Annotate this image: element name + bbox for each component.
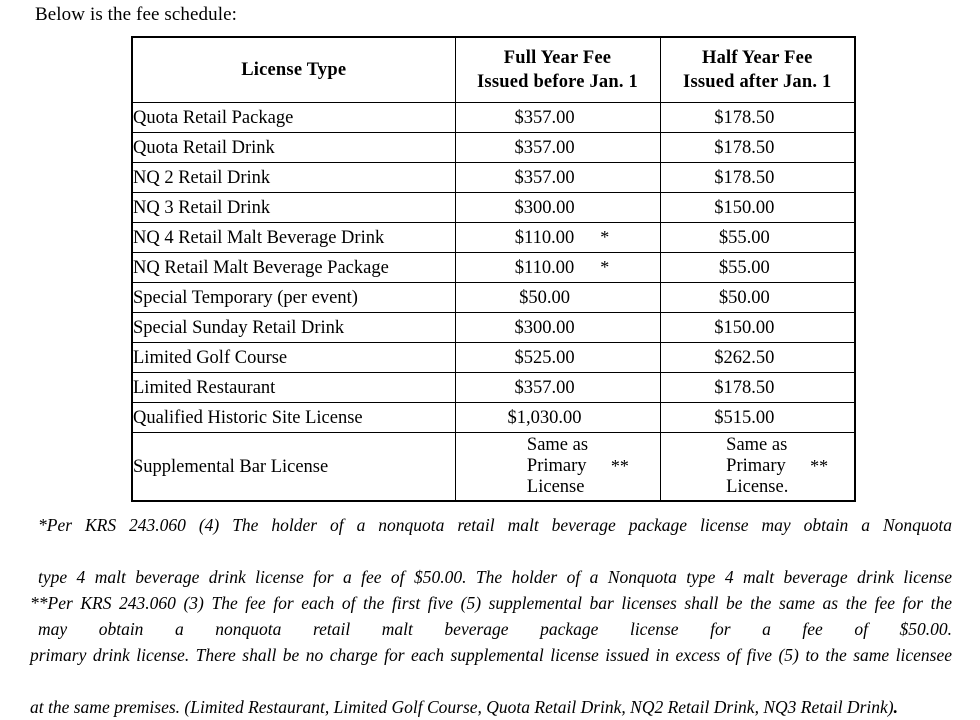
table-row bbox=[132, 193, 855, 223]
half-year-fee-amount: $50.00 bbox=[718, 287, 770, 308]
cell-license-type: Special Temporary (per event) bbox=[132, 283, 455, 313]
cell-license-type: Special Sunday Retail Drink bbox=[132, 313, 455, 343]
cell-half-year-fee bbox=[660, 313, 855, 343]
fee-schedule-table bbox=[131, 36, 856, 502]
cell-half-year-fee bbox=[660, 373, 855, 403]
footnote-2-line-3-tail: . bbox=[893, 697, 898, 717]
cell-full-year-fee bbox=[455, 283, 660, 313]
footnote-2-line-3: at the same premises. (Limited Restaurant, Limited Golf Course, Quota Retail Drink, NQ2 Retail Drink, NQ3 Retail Drink) bbox=[30, 697, 894, 717]
full-year-fee-footnote-marker: * bbox=[600, 227, 610, 247]
full-year-fee-amount: $1,030.00 bbox=[507, 407, 582, 428]
cell-half-year-fee bbox=[660, 223, 855, 253]
half-year-fee-line-2: Primary bbox=[726, 456, 786, 476]
cell-license-type: Qualified Historic Site License bbox=[132, 403, 455, 433]
cell-full-year-fee bbox=[455, 103, 660, 133]
cell-half-year-fee bbox=[660, 433, 855, 502]
full-year-fee-amount: $110.00 bbox=[514, 258, 575, 278]
full-year-fee-amount: $110.00 bbox=[514, 228, 575, 248]
footnote-1-line-1: *Per KRS 243.060 (4) The holder of a nonquota retail malt beverage package license may obtain a Nonquota bbox=[38, 515, 952, 535]
full-year-fee-amount: $357.00 bbox=[514, 107, 575, 128]
cell-license-type: NQ 2 Retail Drink bbox=[132, 163, 455, 193]
full-year-fee-footnote-marker: * bbox=[600, 257, 610, 277]
cell-half-year-fee bbox=[660, 253, 855, 283]
cell-license-type: NQ Retail Malt Beverage Package bbox=[132, 253, 455, 283]
table-row bbox=[132, 343, 855, 373]
footnote-1-line-3: may obtain a nonquota retail malt beverage package license for a fee of $50.00. bbox=[38, 619, 952, 639]
cell-half-year-fee bbox=[660, 343, 855, 373]
cell-license-type: Supplemental Bar License bbox=[132, 433, 455, 502]
full-year-fee-amount: $357.00 bbox=[514, 167, 575, 188]
table-body bbox=[132, 103, 855, 502]
table-row bbox=[132, 403, 855, 433]
table-row bbox=[132, 103, 855, 133]
cell-full-year-fee bbox=[455, 403, 660, 433]
column-header-full-year-fee-label: Full Year Fee bbox=[503, 48, 612, 68]
cell-full-year-fee bbox=[455, 373, 660, 403]
intro-text: Below is the fee schedule: bbox=[35, 4, 238, 25]
cell-full-year-fee bbox=[455, 223, 660, 253]
column-header-full-year-fee bbox=[455, 37, 660, 103]
column-header-license-type-label: License Type bbox=[241, 60, 347, 80]
column-header-license-type bbox=[132, 37, 455, 103]
fee-schedule-table-container bbox=[131, 36, 856, 502]
cell-half-year-fee bbox=[660, 103, 855, 133]
full-year-fee-line-3: License bbox=[526, 477, 585, 497]
table-row bbox=[132, 313, 855, 343]
cell-half-year-fee bbox=[660, 133, 855, 163]
table-row bbox=[132, 133, 855, 163]
cell-full-year-fee bbox=[455, 313, 660, 343]
half-year-fee-amount: $178.50 bbox=[714, 167, 775, 188]
full-year-fee-amount: $50.00 bbox=[519, 287, 570, 308]
cell-half-year-fee bbox=[660, 193, 855, 223]
half-year-fee-amount: $262.50 bbox=[714, 347, 775, 368]
full-year-fee-line-2: Primary bbox=[526, 456, 587, 476]
half-year-fee-line-1: Same as bbox=[726, 435, 788, 455]
full-year-fee-line-1: Same as bbox=[526, 435, 589, 455]
cell-license-type: Quota Retail Drink bbox=[132, 133, 455, 163]
cell-license-type: NQ 3 Retail Drink bbox=[132, 193, 455, 223]
full-year-fee-footnote-marker: ** bbox=[610, 456, 629, 476]
full-year-fee-amount: $300.00 bbox=[514, 197, 575, 218]
half-year-fee-footnote-marker: ** bbox=[810, 456, 829, 476]
half-year-fee-amount: $55.00 bbox=[718, 257, 770, 278]
column-header-half-year-fee-label: Half Year Fee bbox=[702, 48, 813, 68]
table-row bbox=[132, 373, 855, 403]
footnote-2-line-1: **Per KRS 243.060 (3) The fee for each of the first five (5) supplemental bar licenses shall be the same as the fee for the bbox=[30, 593, 952, 613]
cell-full-year-fee bbox=[455, 193, 660, 223]
table-row bbox=[132, 223, 855, 253]
half-year-fee-line-3: License. bbox=[726, 477, 789, 497]
cell-full-year-fee bbox=[455, 433, 660, 502]
footnote-2-line-3-wrap bbox=[30, 694, 952, 720]
cell-license-type: Limited Golf Course bbox=[132, 343, 455, 373]
footnote-2-line-2: primary drink license. There shall be no charge for each supplemental license issued in excess of five (5) to the same licensee bbox=[30, 645, 952, 665]
half-year-fee-amount: $178.50 bbox=[714, 107, 775, 128]
table-row-supplemental bbox=[132, 433, 855, 502]
cell-half-year-fee bbox=[660, 163, 855, 193]
footnote-1-line-2: type 4 malt beverage drink license for a fee of $50.00. The holder of a Nonquota type 4 malt beverage drink license bbox=[38, 567, 952, 587]
full-year-fee-amount: $300.00 bbox=[514, 317, 575, 338]
full-year-fee-amount: $357.00 bbox=[514, 377, 575, 398]
cell-license-type: Quota Retail Package bbox=[132, 103, 455, 133]
cell-full-year-fee bbox=[455, 343, 660, 373]
half-year-fee-amount: $55.00 bbox=[718, 227, 770, 248]
cell-half-year-fee bbox=[660, 283, 855, 313]
cell-half-year-fee bbox=[660, 403, 855, 433]
table-row bbox=[132, 253, 855, 283]
table-header bbox=[132, 37, 855, 103]
cell-full-year-fee bbox=[455, 163, 660, 193]
cell-license-type: NQ 4 Retail Malt Beverage Drink bbox=[132, 223, 455, 253]
full-year-fee-amount: $525.00 bbox=[514, 347, 575, 368]
cell-full-year-fee bbox=[455, 253, 660, 283]
cell-license-type: Limited Restaurant bbox=[132, 373, 455, 403]
column-header-full-year-fee-sublabel: Issued before Jan. 1 bbox=[477, 72, 638, 92]
full-year-fee-amount: $357.00 bbox=[514, 137, 575, 158]
half-year-fee-amount: $178.50 bbox=[714, 137, 775, 158]
column-header-half-year-fee bbox=[660, 37, 855, 103]
half-year-fee-amount: $150.00 bbox=[714, 317, 775, 338]
half-year-fee-amount: $515.00 bbox=[714, 407, 775, 428]
column-header-half-year-fee-sublabel: Issued after Jan. 1 bbox=[683, 72, 832, 92]
cell-full-year-fee bbox=[455, 133, 660, 163]
table-header-row bbox=[132, 37, 855, 103]
footnote-double-asterisk bbox=[30, 590, 952, 720]
table-row bbox=[132, 163, 855, 193]
table-row bbox=[132, 283, 855, 313]
half-year-fee-amount: $150.00 bbox=[714, 197, 775, 218]
half-year-fee-amount: $178.50 bbox=[714, 377, 775, 398]
